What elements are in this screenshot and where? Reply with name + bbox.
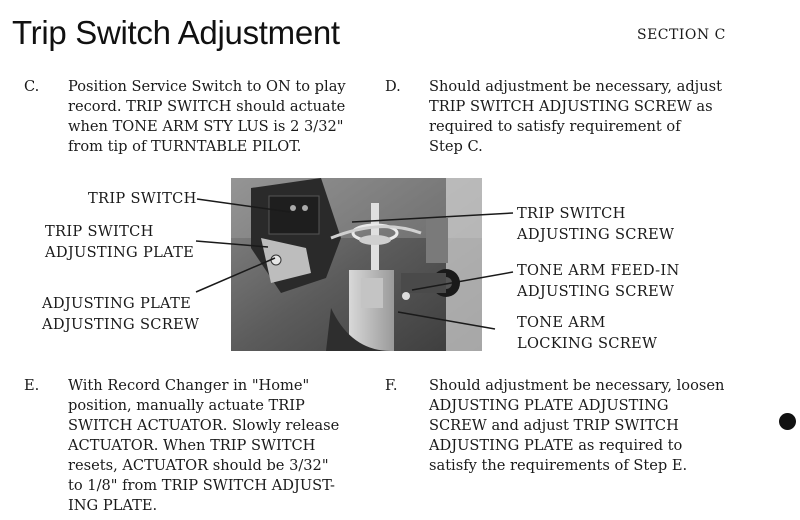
step-c-text bbox=[68, 77, 346, 157]
step-f-letter: F. bbox=[385, 377, 398, 394]
label-tone-arm-feed-in-adjusting-screw bbox=[517, 260, 680, 302]
step-f-line: ADJUSTING PLATE as required to bbox=[429, 437, 683, 454]
turntable-mechanism-illustration bbox=[231, 178, 482, 351]
step-c-line: record. TRIP SWITCH should actuate bbox=[68, 98, 346, 115]
step-e-letter: E. bbox=[24, 377, 40, 394]
step-f-line: satisfy the requirements of Step E. bbox=[429, 457, 688, 474]
step-f-text bbox=[429, 376, 724, 476]
step-e-line: SWITCH ACTUATOR. Slowly release bbox=[68, 417, 340, 434]
label-trip-switch-adjusting-plate bbox=[45, 221, 194, 263]
label-trip-switch bbox=[88, 188, 197, 209]
step-f-line: ADJUSTING PLATE ADJUSTING bbox=[429, 397, 669, 414]
step-c-line: Position Service Switch to ON to play bbox=[68, 78, 346, 95]
label-line: LOCKING SCREW bbox=[517, 335, 658, 352]
step-d-letter: D. bbox=[385, 78, 401, 95]
label-tone-arm-locking-screw bbox=[517, 312, 657, 354]
label-adjusting-plate-adjusting-screw bbox=[42, 293, 199, 335]
step-e-line: ACTUATOR. When TRIP SWITCH bbox=[68, 437, 316, 454]
step-e-line: position, manually actuate TRIP bbox=[68, 397, 305, 414]
step-e-line: resets, ACTUATOR should be 3/32" bbox=[68, 457, 329, 474]
step-d-line: Should adjustment be necessary, adjust bbox=[429, 78, 722, 95]
step-f-line: Should adjustment be necessary, loosen bbox=[429, 377, 725, 394]
page-title: Trip Switch Adjustment bbox=[12, 14, 340, 51]
label-line: ADJUSTING SCREW bbox=[517, 283, 675, 300]
step-e-text bbox=[68, 376, 339, 516]
binder-hole-mark bbox=[779, 413, 796, 430]
step-f-line: SCREW and adjust TRIP SWITCH bbox=[429, 417, 679, 434]
step-c-line: when TONE ARM STY LUS is 2 3/32" bbox=[68, 118, 344, 135]
step-d-text bbox=[429, 77, 722, 157]
label-line: TRIP SWITCH bbox=[517, 205, 626, 222]
label-line: ADJUSTING PLATE bbox=[45, 244, 195, 261]
step-c-letter: C. bbox=[24, 78, 40, 95]
turntable-mechanism-photo bbox=[231, 178, 482, 351]
step-c-line: from tip of TURNTABLE PILOT. bbox=[68, 138, 302, 155]
step-e-line: With Record Changer in "Home" bbox=[68, 377, 310, 394]
label-line: TRIP SWITCH bbox=[45, 223, 154, 240]
section-label: SECTION C bbox=[637, 27, 726, 43]
label-line: ADJUSTING SCREW bbox=[517, 226, 675, 243]
label-line: TONE ARM bbox=[517, 314, 606, 331]
step-d-line: required to satisfy requirement of bbox=[429, 118, 681, 135]
step-d-line: Step C. bbox=[429, 138, 483, 155]
step-e-line: to 1/8" from TRIP SWITCH ADJUST- bbox=[68, 477, 335, 494]
label-line: TONE ARM FEED-IN bbox=[517, 262, 680, 279]
step-e-line: ING PLATE. bbox=[68, 497, 158, 514]
label-line: ADJUSTING PLATE bbox=[42, 295, 192, 312]
label-line: TRIP SWITCH bbox=[88, 190, 197, 207]
label-trip-switch-adjusting-screw bbox=[517, 203, 674, 245]
label-line: ADJUSTING SCREW bbox=[42, 316, 200, 333]
step-d-line: TRIP SWITCH ADJUSTING SCREW as bbox=[429, 98, 713, 115]
